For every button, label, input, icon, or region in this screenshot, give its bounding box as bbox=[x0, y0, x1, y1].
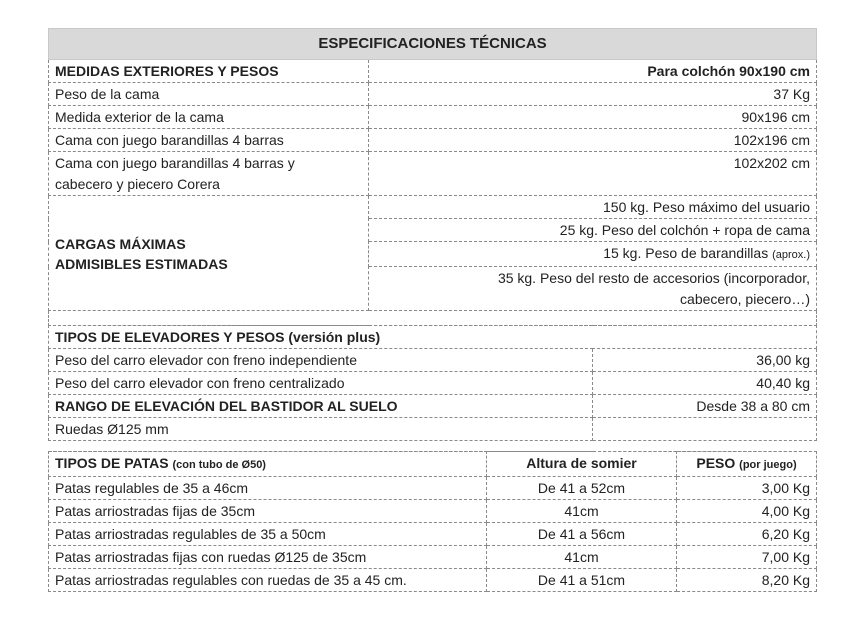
row-value: 36,00 kg bbox=[593, 349, 817, 372]
row-altura: De 41 a 51cm bbox=[487, 569, 677, 592]
row-value: 102x196 cm bbox=[369, 129, 817, 152]
sheet-title: ESPECIFICACIONES TÉCNICAS bbox=[49, 29, 817, 60]
table-row bbox=[49, 196, 817, 219]
table-row bbox=[49, 349, 817, 372]
patas-header-note: (con tubo de Ø50) bbox=[172, 459, 266, 471]
row-value: 37 Kg bbox=[369, 83, 817, 106]
row-peso: 8,20 Kg bbox=[677, 569, 817, 592]
table-row bbox=[49, 418, 817, 441]
row-peso: 7,00 Kg bbox=[677, 546, 817, 569]
row-label: Patas regulables de 35 a 46cm bbox=[49, 477, 487, 500]
cargas-item-line: 35 kg. Peso del resto de accesorios (incorporador, bbox=[497, 270, 810, 286]
medidas-header: MEDIDAS EXTERIORES Y PESOS bbox=[49, 60, 369, 83]
row-label: Patas arriostradas fijas con ruedas Ø125 de 35cm bbox=[49, 546, 487, 569]
row-peso: 3,00 Kg bbox=[677, 477, 817, 500]
table-row bbox=[49, 129, 817, 152]
patas-header bbox=[49, 452, 487, 477]
row-peso: 4,00 Kg bbox=[677, 500, 817, 523]
ruedas-label: Ruedas Ø125 mm bbox=[49, 418, 593, 441]
row-label-multiline bbox=[49, 152, 369, 196]
col-altura-header: Altura de somier bbox=[487, 452, 677, 477]
row-label: Peso de la cama bbox=[49, 83, 369, 106]
patas-table bbox=[48, 451, 817, 592]
cargas-item bbox=[369, 267, 817, 311]
row-label-line: cabecero y piecero Corera bbox=[55, 176, 220, 192]
row-label-line: Cama con juego barandillas 4 barras y bbox=[55, 155, 295, 171]
cargas-item: 150 kg. Peso máximo del usuario bbox=[369, 196, 817, 219]
row-label: Patas arriostradas fijas de 35cm bbox=[49, 500, 487, 523]
spacer-row bbox=[49, 311, 817, 326]
specs-table bbox=[48, 28, 817, 326]
row-altura: De 41 a 52cm bbox=[487, 477, 677, 500]
table-row bbox=[49, 60, 817, 83]
cargas-item bbox=[369, 242, 817, 267]
spacer-row bbox=[49, 441, 817, 452]
table-row bbox=[49, 326, 817, 349]
spec-sheet bbox=[48, 28, 816, 592]
table-row bbox=[49, 83, 817, 106]
table-row bbox=[49, 500, 817, 523]
medidas-header-right: Para colchón 90x190 cm bbox=[369, 60, 817, 83]
row-peso: 6,20 Kg bbox=[677, 523, 817, 546]
table-row bbox=[49, 546, 817, 569]
empty-cell bbox=[593, 418, 817, 441]
table-row bbox=[49, 452, 817, 477]
table-row bbox=[49, 395, 817, 418]
row-value: 90x196 cm bbox=[369, 106, 817, 129]
row-label: Cama con juego barandillas 4 barras bbox=[49, 129, 369, 152]
cargas-label bbox=[49, 196, 369, 311]
row-value: 102x202 cm bbox=[369, 152, 817, 196]
row-label: Patas arriostradas regulables con ruedas de 35 a 45 cm. bbox=[49, 569, 487, 592]
row-altura: 41cm bbox=[487, 500, 677, 523]
cargas-item-line: cabecero, piecero…) bbox=[680, 291, 810, 307]
cargas-item-note: (aprox.) bbox=[772, 249, 810, 261]
rango-label: RANGO DE ELEVACIÓN DEL BASTIDOR AL SUELO bbox=[49, 395, 593, 418]
col-peso-header bbox=[677, 452, 817, 477]
elevadores-header: TIPOS DE ELEVADORES Y PESOS (versión plus) bbox=[49, 326, 817, 349]
table-row bbox=[49, 372, 817, 395]
row-label: Peso del carro elevador con freno centralizado bbox=[49, 372, 593, 395]
cargas-item: 25 kg. Peso del colchón + ropa de cama bbox=[369, 219, 817, 242]
patas-header-text: TIPOS DE PATAS bbox=[55, 455, 169, 471]
elevadores-table bbox=[48, 325, 817, 452]
col-peso-text: PESO bbox=[696, 455, 736, 471]
table-row bbox=[49, 477, 817, 500]
cargas-label-line: CARGAS MÁXIMAS bbox=[55, 235, 186, 252]
cargas-item-text: 15 kg. Peso de barandillas bbox=[603, 245, 769, 261]
row-value: 40,40 kg bbox=[593, 372, 817, 395]
row-altura: 41cm bbox=[487, 546, 677, 569]
table-row bbox=[49, 106, 817, 129]
cargas-label-line: ADMISIBLES ESTIMADAS bbox=[55, 255, 228, 272]
row-label: Peso del carro elevador con freno independiente bbox=[49, 349, 593, 372]
table-row bbox=[49, 569, 817, 592]
row-label: Patas arriostradas regulables de 35 a 50cm bbox=[49, 523, 487, 546]
table-row bbox=[49, 152, 817, 196]
table-row bbox=[49, 523, 817, 546]
rango-value: Desde 38 a 80 cm bbox=[593, 395, 817, 418]
col-peso-note: (por juego) bbox=[739, 459, 797, 471]
row-label: Medida exterior de la cama bbox=[49, 106, 369, 129]
row-altura: De 41 a 56cm bbox=[487, 523, 677, 546]
